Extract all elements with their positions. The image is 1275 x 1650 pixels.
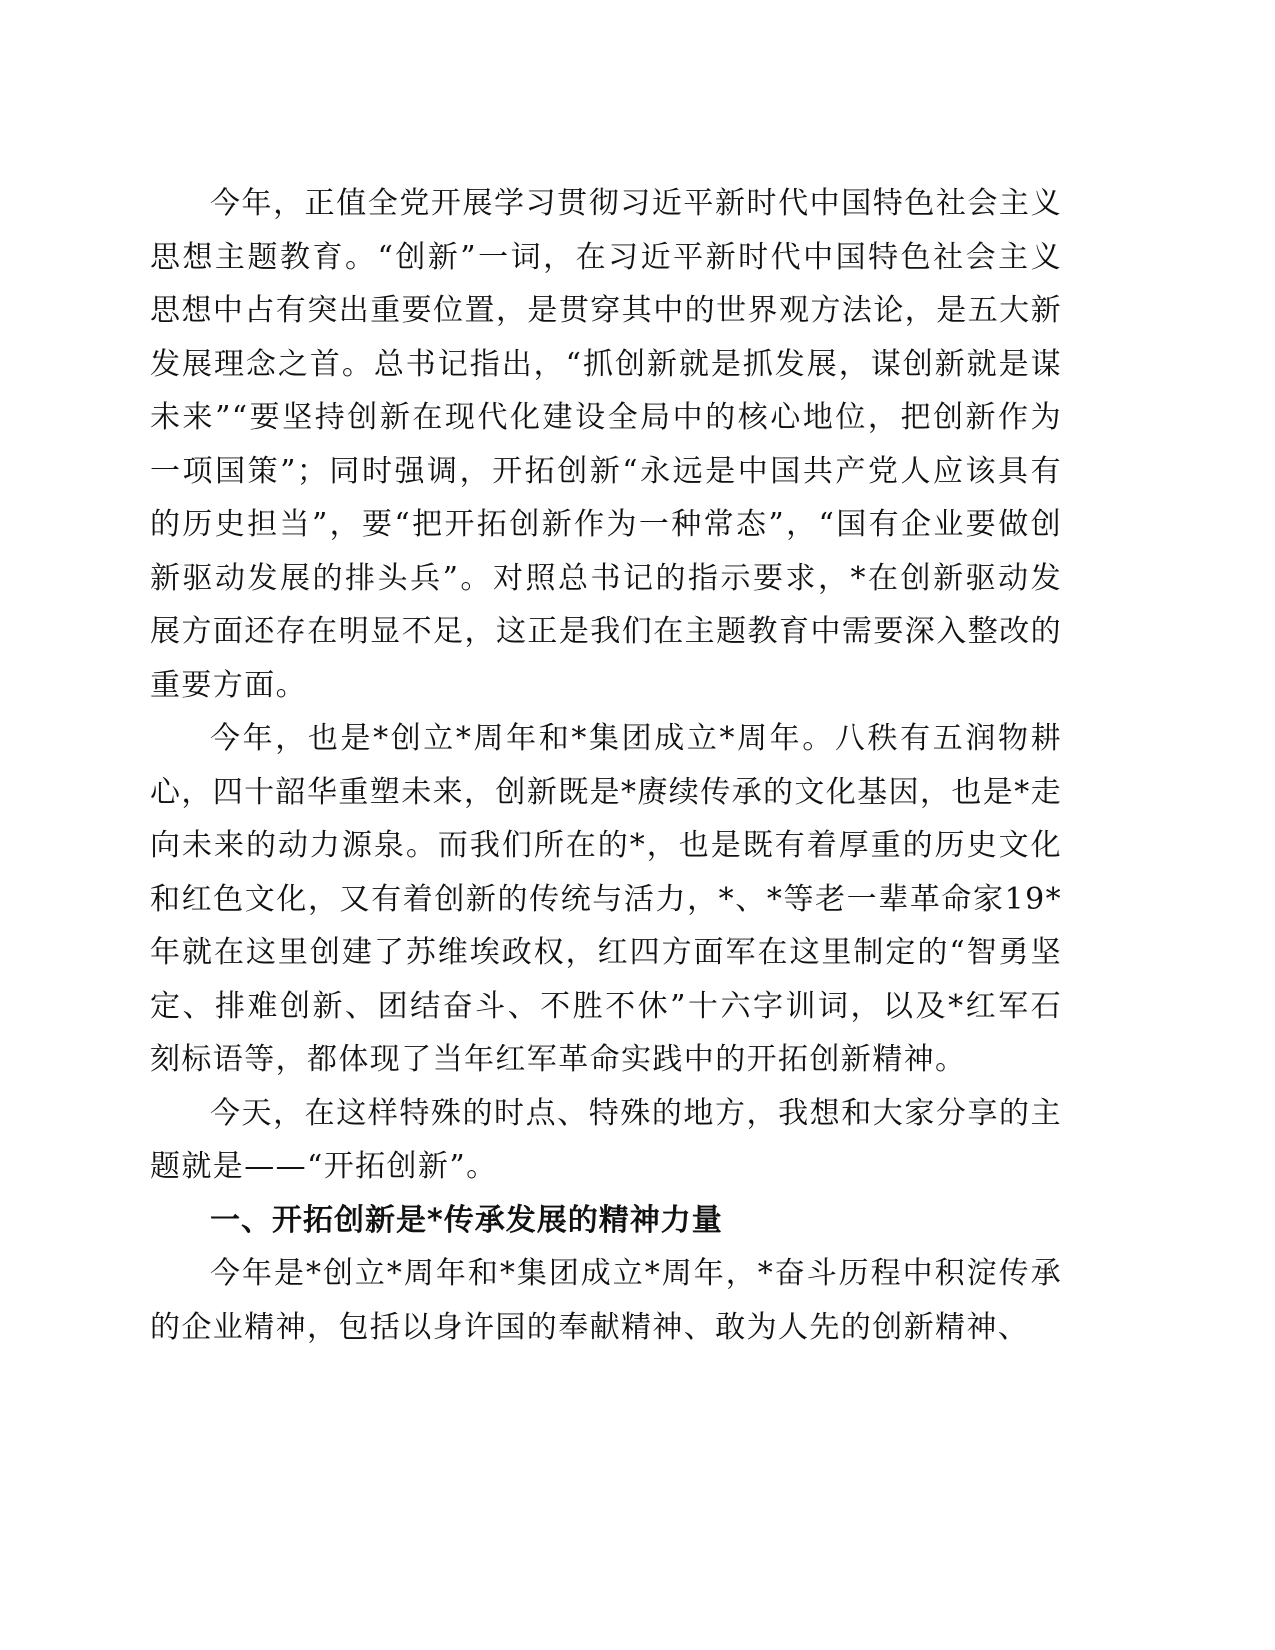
paragraph-section-one: 今年是*创立*周年和*集团成立*周年，*奋斗历程中积淀传承的企业精神，包括以身许国的奉献精神、敢为人先的创新精神、 — [150, 1256, 1062, 1345]
paragraph-theme-education: 今年，正值全党开展学习贯彻习近平新时代中国特色社会主义思想主题教育。“创新”一词，在习近平新时代中国特色社会主义思想中占有突出重要位置，是贯穿其中的世界观方法论，是五大新发展理念之首。总书记指出，“抓创新就是抓发展，谋创新就是谋未来”“要坚持创新在现代化建设全局中的核心地位，把创新作为一项国策”；同时强调，开拓创新“永远是中国共产党人应该具有的历史担当”，要“把开拓创新作为一种常态”，“国有企业要做创新驱动发展的排头兵”。对照总书记的指示要求，*在创新驱动发展方面还存在明显不足，这正是我们在主题教育中需要深入整改的重要方面。 — [150, 186, 1062, 703]
paragraph-topic-intro: 今天，在这样特殊的时点、特殊的地方，我想和大家分享的主题就是——“开拓创新”。 — [150, 1095, 1062, 1184]
paragraph-anniversary: 今年，也是*创立*周年和*集团成立*周年。八秩有五润物耕心，四十韶华重塑未来，创新既是*赓续传承的文化基因，也是*走向未来的动力源泉。而我们所在的*，也是既有着厚重的历史文化和红色文化，又有着创新的传统与活力，*、*等老一辈革命家19*年就在这里创建了苏维埃政权，红四方面军在这里制定的“智勇坚定、排难创新、团结奋斗、不胜不休”十六字训词，以及*红军石刻标语等，都体现了当年红军革命实践中的开拓创新精神。 — [150, 721, 1062, 1077]
section-heading: 一、开拓创新是*传承发展的精神力量 — [210, 1202, 723, 1238]
document-body — [150, 177, 1062, 1354]
